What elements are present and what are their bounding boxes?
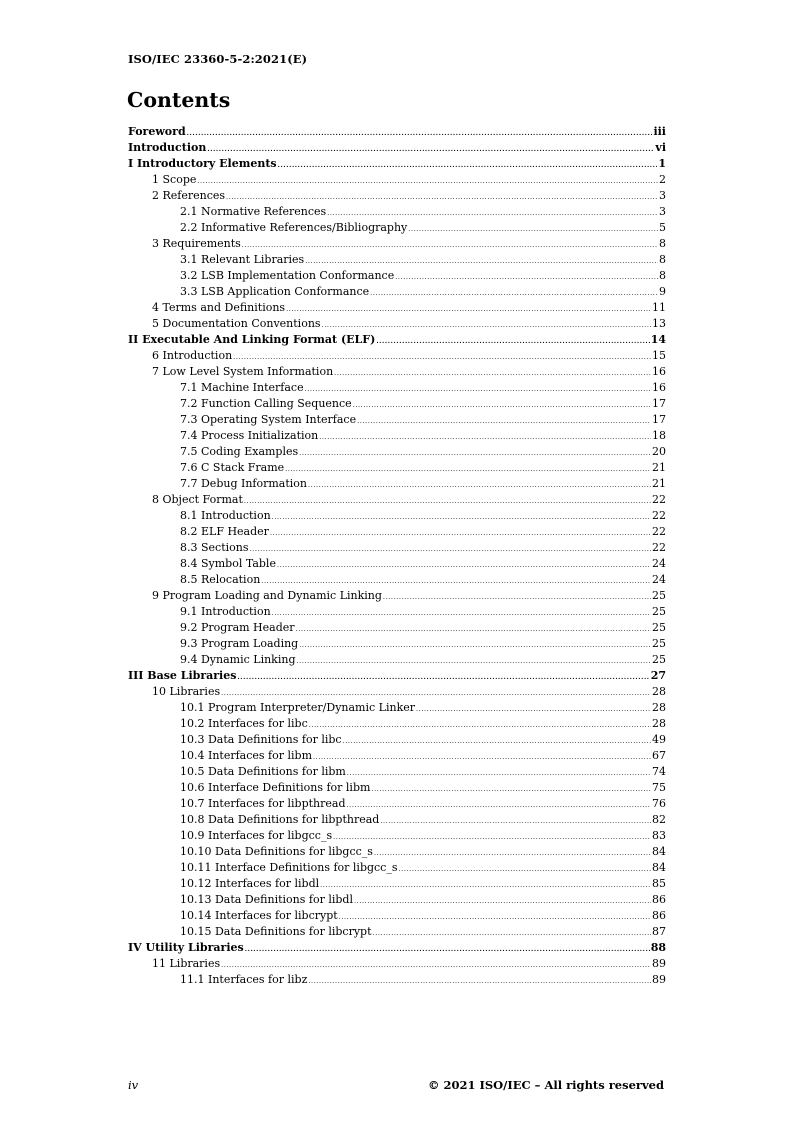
- table-of-contents: [128, 124, 666, 988]
- toc-entry-page-number: 28: [652, 701, 666, 714]
- toc-leader-dots: [237, 674, 649, 681]
- toc-entry[interactable]: [128, 412, 666, 428]
- toc-entry[interactable]: [128, 172, 666, 188]
- toc-entry-label: 11 Libraries: [152, 957, 221, 970]
- toc-entry[interactable]: [128, 796, 666, 812]
- toc-leader-dots: [322, 322, 651, 329]
- toc-entry-page-number: 17: [652, 397, 666, 410]
- toc-entry-page-number: 3: [659, 189, 666, 202]
- toc-entry-label: 10.8 Data Definitions for libpthread: [180, 813, 380, 826]
- toc-entry-page-number: 2: [659, 173, 666, 186]
- toc-entry-label: 8.3 Sections: [180, 541, 249, 554]
- toc-leader-dots: [296, 626, 651, 633]
- toc-entry[interactable]: [128, 252, 666, 268]
- toc-entry-label: 9.2 Program Header: [180, 621, 295, 634]
- toc-entry[interactable]: [128, 876, 666, 892]
- toc-entry-label: II Executable And Linking Format (ELF): [128, 333, 376, 346]
- toc-entry-page-number: 25: [652, 621, 666, 634]
- toc-entry-label: 10.3 Data Definitions for libc: [180, 733, 342, 746]
- toc-entry-label: 10.7 Interfaces for libpthread: [180, 797, 346, 810]
- toc-entry[interactable]: [128, 124, 666, 140]
- toc-leader-dots: [297, 658, 652, 665]
- toc-leader-dots: [221, 962, 651, 969]
- toc-leader-dots: [233, 354, 651, 361]
- toc-entry-page-number: 9: [659, 285, 666, 298]
- page-footer: [128, 1078, 664, 1092]
- toc-entry-label: 10.6 Interface Definitions for libm: [180, 781, 371, 794]
- toc-entry-page-number: 25: [652, 589, 666, 602]
- toc-entry-label: 10.14 Interfaces for libcrypt: [180, 909, 338, 922]
- toc-entry-page-number: 22: [652, 493, 666, 506]
- toc-entry-page-number: 85: [652, 877, 666, 890]
- toc-leader-dots: [277, 562, 651, 569]
- toc-leader-dots: [376, 338, 649, 345]
- toc-entry[interactable]: [128, 332, 666, 348]
- toc-entry-page-number: 22: [652, 541, 666, 554]
- toc-entry-label: 2 References: [152, 189, 226, 202]
- toc-leader-dots: [308, 978, 651, 985]
- toc-entry-page-number: 86: [652, 909, 666, 922]
- toc-entry-page-number: 74: [652, 765, 666, 778]
- toc-entry[interactable]: [128, 236, 666, 252]
- toc-leader-dots: [399, 866, 652, 873]
- toc-entry[interactable]: [128, 844, 666, 860]
- toc-entry-label: 9 Program Loading and Dynamic Linking: [152, 589, 382, 602]
- toc-entry-page-number: 21: [652, 461, 666, 474]
- toc-entry[interactable]: [128, 444, 666, 460]
- toc-entry-label: 10.1 Program Interpreter/Dynamic Linker: [180, 701, 416, 714]
- toc-entry[interactable]: [128, 220, 666, 236]
- toc-entry-label: 6 Introduction: [152, 349, 233, 362]
- toc-leader-dots: [244, 498, 651, 505]
- toc-entry[interactable]: [128, 204, 666, 220]
- toc-leader-dots: [299, 642, 651, 649]
- toc-entry-page-number: 1: [658, 157, 666, 170]
- toc-leader-dots: [299, 450, 651, 457]
- toc-entry-label: Introduction: [128, 141, 207, 154]
- toc-leader-dots: [373, 930, 651, 937]
- toc-leader-dots: [285, 466, 651, 473]
- toc-leader-dots: [347, 802, 652, 809]
- toc-leader-dots: [245, 946, 650, 953]
- toc-entry[interactable]: [128, 668, 666, 684]
- toc-entry-label: 7.3 Operating System Interface: [180, 413, 357, 426]
- toc-leader-dots: [370, 290, 658, 297]
- toc-entry[interactable]: [128, 492, 666, 508]
- toc-entry-label: 8.5 Relocation: [180, 573, 261, 586]
- toc-leader-dots: [305, 386, 651, 393]
- toc-entry-label: 10.5 Data Definitions for libm: [180, 765, 346, 778]
- toc-leader-dots: [383, 594, 651, 601]
- toc-entry-page-number: 8: [659, 237, 666, 250]
- toc-entry-label: 3 Requirements: [152, 237, 241, 250]
- toc-entry[interactable]: [128, 556, 666, 572]
- toc-leader-dots: [347, 770, 651, 777]
- toc-leader-dots: [395, 274, 658, 281]
- toc-entry-page-number: 27: [650, 669, 666, 682]
- toc-entry[interactable]: [128, 604, 666, 620]
- toc-leader-dots: [308, 482, 651, 489]
- toc-entry-page-number: 11: [652, 301, 666, 314]
- toc-leader-dots: [187, 130, 653, 137]
- toc-entry[interactable]: [128, 572, 666, 588]
- toc-leader-dots: [313, 754, 651, 761]
- toc-leader-dots: [226, 194, 658, 201]
- toc-entry-label: 7.4 Process Initialization: [180, 429, 319, 442]
- toc-leader-dots: [242, 242, 658, 249]
- toc-entry-label: 10.12 Interfaces for libdl: [180, 877, 320, 890]
- toc-entry[interactable]: [128, 188, 666, 204]
- toc-leader-dots: [250, 546, 652, 553]
- toc-leader-dots: [374, 850, 651, 857]
- toc-entry-page-number: 5: [659, 221, 666, 234]
- toc-entry-page-number: 25: [652, 653, 666, 666]
- toc-entry[interactable]: [128, 636, 666, 652]
- toc-entry-label: 7 Low Level System Information: [152, 365, 334, 378]
- toc-entry-page-number: 25: [652, 637, 666, 650]
- toc-entry-label: 10.15 Data Definitions for libcrypt: [180, 925, 372, 938]
- toc-entry[interactable]: [128, 284, 666, 300]
- toc-entry[interactable]: [128, 924, 666, 940]
- toc-entry-page-number: 18: [652, 429, 666, 442]
- document-identifier: ISO/IEC 23360-5-2:2021(E): [128, 52, 308, 66]
- toc-leader-dots: [261, 578, 651, 585]
- toc-entry[interactable]: [128, 268, 666, 284]
- toc-leader-dots: [286, 306, 651, 313]
- page-title: Contents: [127, 88, 231, 112]
- toc-entry[interactable]: [128, 348, 666, 364]
- toc-leader-dots: [327, 210, 658, 217]
- toc-leader-dots: [416, 706, 651, 713]
- toc-entry-label: 7.6 C Stack Frame: [180, 461, 285, 474]
- toc-entry-label: 2.1 Normative References: [180, 205, 327, 218]
- toc-entry[interactable]: [128, 588, 666, 604]
- toc-entry[interactable]: [128, 940, 666, 956]
- toc-entry-label: 3.3 LSB Application Conformance: [180, 285, 370, 298]
- toc-entry[interactable]: [128, 652, 666, 668]
- toc-entry-page-number: 76: [652, 797, 666, 810]
- toc-entry[interactable]: [128, 156, 666, 172]
- toc-leader-dots: [309, 722, 651, 729]
- toc-entry-page-number: 13: [652, 317, 666, 330]
- toc-entry-page-number: 21: [652, 477, 666, 490]
- toc-leader-dots: [272, 610, 651, 617]
- toc-leader-dots: [380, 818, 651, 825]
- toc-entry-label: 10 Libraries: [152, 685, 221, 698]
- toc-entry-page-number: 24: [652, 573, 666, 586]
- toc-entry-page-number: 15: [652, 349, 666, 362]
- footer-copyright: © 2021 ISO/IEC – All rights reserved: [427, 1078, 664, 1092]
- toc-entry-page-number: 14: [650, 333, 666, 346]
- footer-page-number: iv: [128, 1078, 139, 1092]
- toc-entry-page-number: 67: [652, 749, 666, 762]
- toc-entry[interactable]: [128, 700, 666, 716]
- toc-entry-page-number: 17: [652, 413, 666, 426]
- toc-leader-dots: [272, 514, 651, 521]
- toc-entry-page-number: 22: [652, 525, 666, 538]
- toc-entry-label: Foreword: [128, 125, 186, 138]
- toc-entry-page-number: 84: [652, 845, 666, 858]
- toc-entry-label: 7.1 Machine Interface: [180, 381, 304, 394]
- toc-leader-dots: [221, 690, 651, 697]
- toc-entry-label: 9.4 Dynamic Linking: [180, 653, 296, 666]
- toc-leader-dots: [207, 146, 654, 153]
- toc-entry[interactable]: [128, 860, 666, 876]
- toc-entry-label: 3.1 Relevant Libraries: [180, 253, 305, 266]
- toc-entry[interactable]: [128, 524, 666, 540]
- toc-entry[interactable]: [128, 716, 666, 732]
- toc-entry-page-number: 20: [652, 445, 666, 458]
- toc-entry[interactable]: [128, 892, 666, 908]
- toc-entry-label: 8.1 Introduction: [180, 509, 271, 522]
- toc-leader-dots: [333, 834, 651, 841]
- toc-entry[interactable]: [128, 764, 666, 780]
- toc-entry-label: 11.1 Interfaces for libz: [180, 973, 308, 986]
- toc-entry[interactable]: [128, 300, 666, 316]
- toc-entry-label: 10.13 Data Definitions for libdl: [180, 893, 353, 906]
- toc-entry-label: 4 Terms and Definitions: [152, 301, 286, 314]
- toc-entry[interactable]: [128, 620, 666, 636]
- toc-entry-page-number: 28: [652, 717, 666, 730]
- toc-entry-label: 10.10 Data Definitions for libgcc_s: [180, 845, 373, 858]
- toc-leader-dots: [270, 530, 651, 537]
- toc-entry-label: 10.2 Interfaces for libc: [180, 717, 308, 730]
- toc-leader-dots: [353, 402, 651, 409]
- toc-entry-page-number: 49: [652, 733, 666, 746]
- toc-entry-page-number: 28: [652, 685, 666, 698]
- toc-entry[interactable]: [128, 476, 666, 492]
- toc-entry[interactable]: [128, 396, 666, 412]
- toc-leader-dots: [197, 178, 658, 185]
- toc-entry[interactable]: [128, 380, 666, 396]
- toc-entry-page-number: 83: [652, 829, 666, 842]
- toc-leader-dots: [278, 162, 658, 169]
- toc-entry-label: 7.2 Function Calling Sequence: [180, 397, 352, 410]
- toc-leader-dots: [371, 786, 651, 793]
- toc-entry-page-number: 86: [652, 893, 666, 906]
- toc-entry[interactable]: [128, 732, 666, 748]
- toc-entry-label: IV Utility Libraries: [128, 941, 244, 954]
- toc-entry-label: 9.1 Introduction: [180, 605, 271, 618]
- toc-entry-page-number: 16: [652, 365, 666, 378]
- toc-entry-label: 8 Object Format: [152, 493, 243, 506]
- toc-entry-page-number: 89: [652, 973, 666, 986]
- toc-entry[interactable]: [128, 748, 666, 764]
- toc-entry[interactable]: [128, 460, 666, 476]
- toc-entry-label: 7.7 Debug Information: [180, 477, 307, 490]
- toc-leader-dots: [357, 418, 651, 425]
- toc-entry-label: 8.2 ELF Header: [180, 525, 269, 538]
- toc-leader-dots: [339, 914, 651, 921]
- toc-leader-dots: [305, 258, 658, 265]
- toc-entry[interactable]: [128, 684, 666, 700]
- toc-entry-page-number: 75: [652, 781, 666, 794]
- toc-entry-page-number: 16: [652, 381, 666, 394]
- toc-entry-label: 7.5 Coding Examples: [180, 445, 299, 458]
- toc-entry[interactable]: [128, 364, 666, 380]
- toc-entry-label: 5 Documentation Conventions: [152, 317, 321, 330]
- toc-entry-page-number: iii: [653, 125, 666, 138]
- toc-entry[interactable]: [128, 140, 666, 156]
- toc-entry-label: III Base Libraries: [128, 669, 237, 682]
- toc-entry-label: 1 Scope: [152, 173, 197, 186]
- toc-entry[interactable]: [128, 956, 666, 972]
- toc-entry-page-number: 25: [652, 605, 666, 618]
- toc-entry-page-number: 89: [652, 957, 666, 970]
- toc-leader-dots: [319, 434, 651, 441]
- toc-entry-label: 8.4 Symbol Table: [180, 557, 276, 570]
- toc-leader-dots: [354, 898, 651, 905]
- toc-entry[interactable]: [128, 828, 666, 844]
- toc-entry[interactable]: [128, 780, 666, 796]
- toc-entry-page-number: 87: [652, 925, 666, 938]
- toc-entry-label: 10.11 Interface Definitions for libgcc_s: [180, 861, 398, 874]
- toc-entry[interactable]: [128, 540, 666, 556]
- toc-leader-dots: [343, 738, 651, 745]
- toc-entry-page-number: 8: [659, 253, 666, 266]
- toc-entry-label: 10.4 Interfaces for libm: [180, 749, 313, 762]
- toc-entry-label: 10.9 Interfaces for libgcc_s: [180, 829, 333, 842]
- toc-entry[interactable]: [128, 972, 666, 988]
- toc-entry[interactable]: [128, 908, 666, 924]
- toc-entry-page-number: 24: [652, 557, 666, 570]
- toc-entry-page-number: 3: [659, 205, 666, 218]
- toc-entry-label: 2.2 Informative References/Bibliography: [180, 221, 408, 234]
- toc-leader-dots: [320, 882, 651, 889]
- toc-entry[interactable]: [128, 812, 666, 828]
- toc-entry-label: 3.2 LSB Implementation Conformance: [180, 269, 395, 282]
- toc-entry-label: 9.3 Program Loading: [180, 637, 299, 650]
- toc-entry[interactable]: [128, 428, 666, 444]
- toc-entry-page-number: 82: [652, 813, 666, 826]
- toc-entry-label: I Introductory Elements: [128, 157, 277, 170]
- toc-entry-page-number: 88: [650, 941, 666, 954]
- toc-entry-page-number: 22: [652, 509, 666, 522]
- toc-entry-page-number: 8: [659, 269, 666, 282]
- toc-entry[interactable]: [128, 316, 666, 332]
- toc-entry-page-number: 84: [652, 861, 666, 874]
- toc-leader-dots: [408, 226, 658, 233]
- toc-entry-page-number: vi: [655, 141, 666, 154]
- toc-leader-dots: [334, 370, 651, 377]
- toc-entry[interactable]: [128, 508, 666, 524]
